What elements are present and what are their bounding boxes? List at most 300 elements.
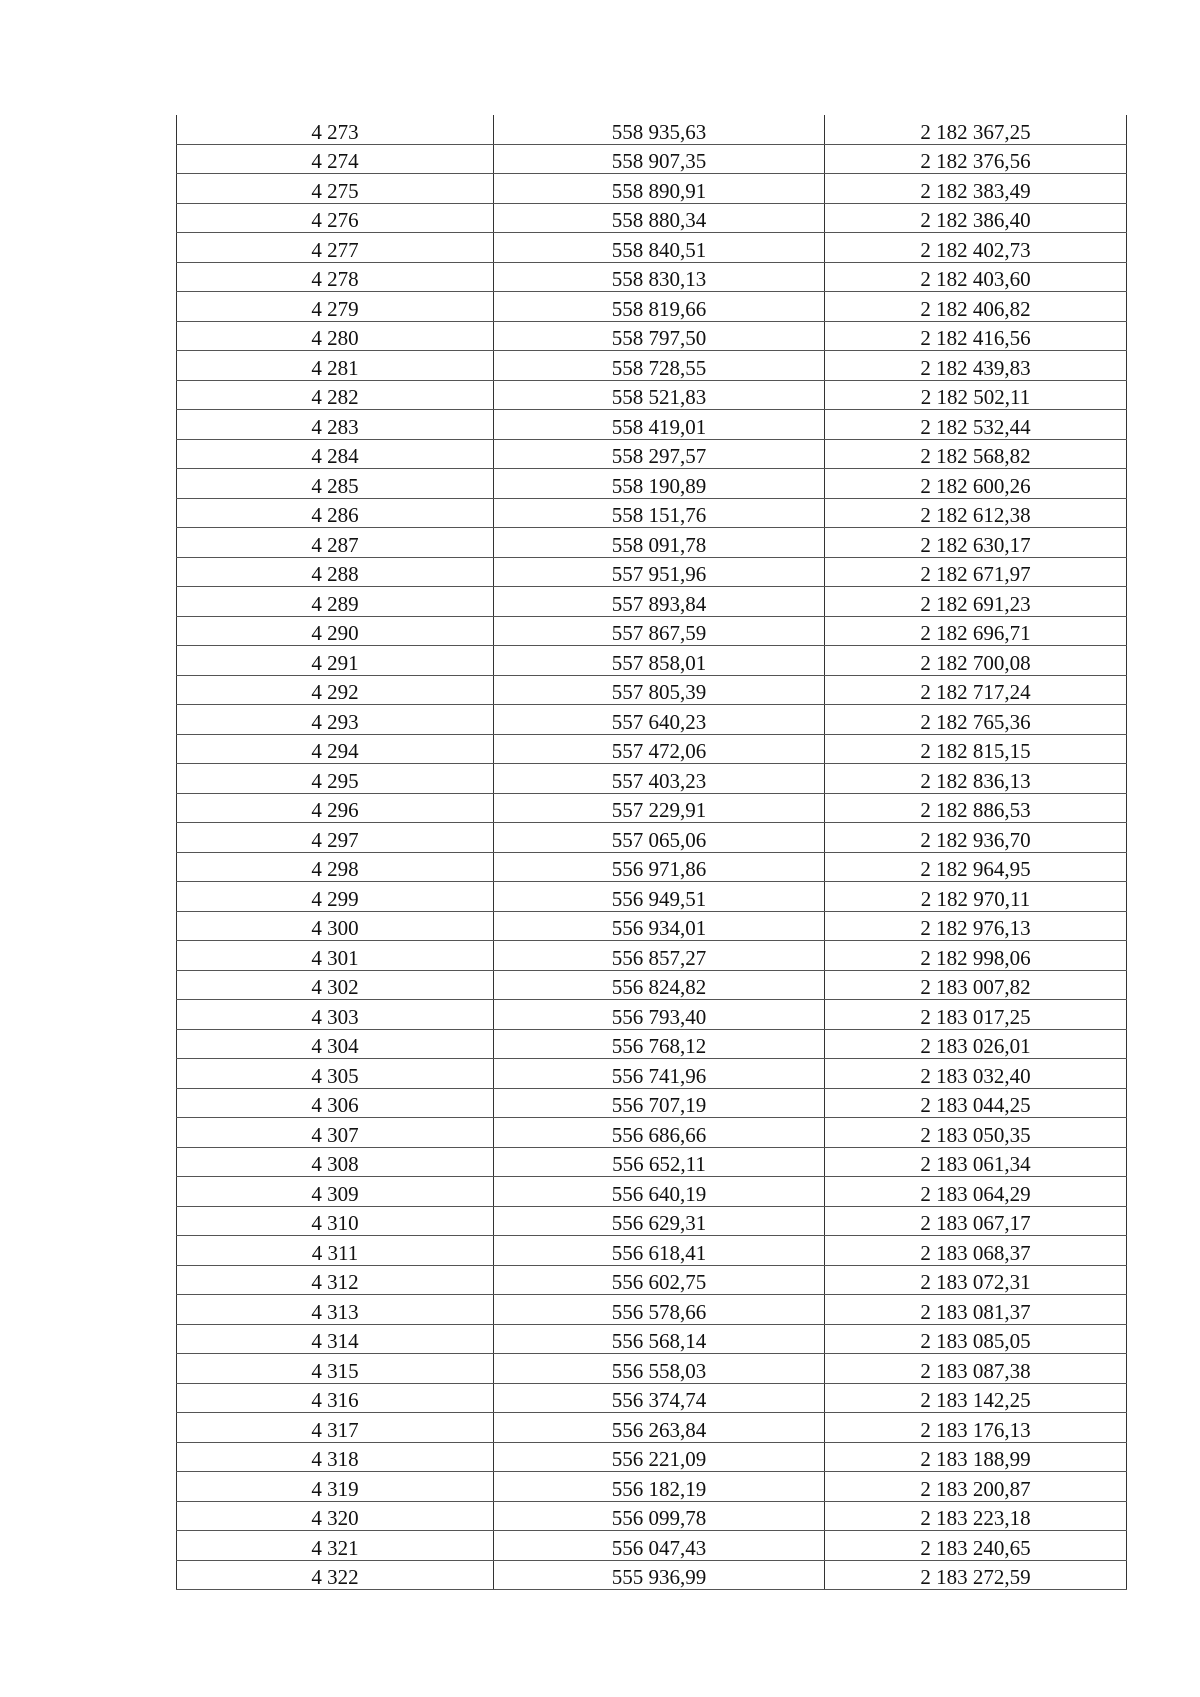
cell-text: 2 183 064,29 (920, 1181, 1031, 1206)
cell-text: 4 294 (311, 739, 359, 763)
cell-text: 4 301 (311, 945, 359, 970)
x-coordinate-cell (494, 1177, 825, 1207)
cell-text: 2 182 367,25 (920, 119, 1031, 144)
point-number-cell (177, 1531, 494, 1561)
cell-text: 557 229,91 (611, 798, 707, 822)
x-coordinate-cell (494, 1354, 825, 1384)
table-row (177, 203, 1127, 233)
cell-text: 4 305 (311, 1063, 359, 1088)
cell-text: 2 183 068,37 (920, 1240, 1031, 1265)
point-number-cell (177, 1560, 494, 1590)
y-coordinate-cell (825, 1560, 1127, 1590)
point-number-cell (177, 292, 494, 322)
x-coordinate-cell (494, 380, 825, 410)
y-coordinate-cell (825, 941, 1127, 971)
cell-text: 2 182 502,11 (920, 385, 1031, 409)
table-row (177, 793, 1127, 823)
point-number-cell (177, 1147, 494, 1177)
y-coordinate-cell (825, 380, 1127, 410)
cell-text: 2 182 671,97 (920, 562, 1031, 586)
x-coordinate-cell (494, 587, 825, 617)
table-row (177, 646, 1127, 676)
point-number-cell (177, 1118, 494, 1148)
y-coordinate-cell (825, 764, 1127, 794)
table-row (177, 1501, 1127, 1531)
cell-text: 2 182 568,82 (920, 444, 1031, 468)
point-number-cell (177, 1324, 494, 1354)
point-number-cell (177, 970, 494, 1000)
x-coordinate-cell (494, 1236, 825, 1266)
cell-text: 2 182 886,53 (920, 798, 1031, 822)
x-coordinate-cell (494, 292, 825, 322)
point-number-cell (177, 233, 494, 263)
cell-text: 558 880,34 (611, 208, 707, 232)
cell-text: 4 300 (311, 916, 359, 940)
x-coordinate-cell (494, 321, 825, 351)
cell-text: 556 182,19 (611, 1476, 707, 1501)
table-row (177, 174, 1127, 204)
table-row (177, 321, 1127, 351)
y-coordinate-cell (825, 498, 1127, 528)
cell-text: 4 318 (311, 1447, 359, 1471)
point-number-cell (177, 351, 494, 381)
cell-text: 557 893,84 (611, 591, 707, 616)
x-coordinate-cell (494, 852, 825, 882)
y-coordinate-cell (825, 1206, 1127, 1236)
cell-text: 556 568,14 (611, 1329, 707, 1353)
x-coordinate-cell (494, 439, 825, 469)
x-coordinate-cell (494, 233, 825, 263)
cell-text: 2 183 223,18 (920, 1506, 1031, 1530)
y-coordinate-cell (825, 793, 1127, 823)
cell-text: 556 099,78 (611, 1506, 707, 1530)
cell-text: 556 971,86 (611, 857, 707, 881)
y-coordinate-cell (825, 1442, 1127, 1472)
y-coordinate-cell (825, 1118, 1127, 1148)
table-row (177, 675, 1127, 705)
y-coordinate-cell (825, 675, 1127, 705)
point-number-cell (177, 1177, 494, 1207)
table-row (177, 439, 1127, 469)
table-row (177, 292, 1127, 322)
table-row (177, 115, 1127, 144)
cell-text: 4 285 (311, 473, 359, 498)
point-number-cell (177, 1206, 494, 1236)
cell-text: 4 322 (311, 1565, 359, 1589)
cell-text: 2 183 050,35 (920, 1122, 1031, 1147)
cell-text: 4 308 (311, 1152, 359, 1176)
x-coordinate-cell (494, 734, 825, 764)
y-coordinate-cell (825, 351, 1127, 381)
y-coordinate-cell (825, 557, 1127, 587)
point-number-cell (177, 439, 494, 469)
table-row (177, 1383, 1127, 1413)
x-coordinate-cell (494, 1147, 825, 1177)
point-number-cell (177, 1000, 494, 1030)
cell-text: 4 289 (311, 591, 359, 616)
y-coordinate-cell (825, 1177, 1127, 1207)
cell-text: 2 183 061,34 (920, 1152, 1031, 1176)
point-number-cell (177, 1354, 494, 1384)
y-coordinate-cell (825, 469, 1127, 499)
cell-text: 558 190,89 (611, 473, 707, 498)
x-coordinate-cell (494, 410, 825, 440)
cell-text: 556 934,01 (611, 916, 707, 940)
cell-text: 558 297,57 (611, 444, 707, 468)
point-number-cell (177, 380, 494, 410)
point-number-cell (177, 1088, 494, 1118)
cell-text: 558 840,51 (611, 237, 707, 262)
point-number-cell (177, 1413, 494, 1443)
cell-text: 2 183 085,05 (920, 1329, 1031, 1353)
cell-text: 2 182 630,17 (920, 532, 1031, 557)
cell-text: 556 578,66 (611, 1299, 707, 1324)
cell-text: 4 298 (311, 857, 359, 881)
x-coordinate-cell (494, 1118, 825, 1148)
point-number-cell (177, 823, 494, 853)
cell-text: 4 310 (311, 1211, 359, 1235)
cell-text: 4 295 (311, 768, 359, 793)
y-coordinate-cell (825, 439, 1127, 469)
table-row (177, 1147, 1127, 1177)
table-row (177, 1265, 1127, 1295)
cell-text: 4 281 (311, 355, 359, 380)
cell-text: 4 276 (311, 208, 359, 232)
cell-text: 4 317 (311, 1417, 359, 1442)
cell-text: 4 280 (311, 326, 359, 350)
point-number-cell (177, 852, 494, 882)
cell-text: 2 182 402,73 (920, 237, 1031, 262)
point-number-cell (177, 1472, 494, 1502)
cell-text: 556 602,75 (611, 1270, 707, 1294)
cell-text: 556 949,51 (611, 886, 707, 911)
cell-text: 557 403,23 (611, 768, 707, 793)
cell-text: 4 311 (311, 1240, 359, 1265)
y-coordinate-cell (825, 174, 1127, 204)
x-coordinate-cell (494, 1029, 825, 1059)
cell-text: 2 183 007,82 (920, 975, 1031, 999)
cell-text: 4 312 (311, 1270, 359, 1294)
x-coordinate-cell (494, 144, 825, 174)
x-coordinate-cell (494, 1413, 825, 1443)
cell-text: 2 182 836,13 (920, 768, 1031, 793)
y-coordinate-cell (825, 1295, 1127, 1325)
x-coordinate-cell (494, 1531, 825, 1561)
cell-text: 2 182 600,26 (920, 473, 1031, 498)
table-row (177, 351, 1127, 381)
cell-text: 558 151,76 (611, 503, 707, 527)
table-row (177, 1177, 1127, 1207)
cell-text: 557 472,06 (611, 739, 707, 763)
table-row (177, 262, 1127, 292)
y-coordinate-cell (825, 1088, 1127, 1118)
point-number-cell (177, 1236, 494, 1266)
table-row (177, 1295, 1127, 1325)
table-row (177, 469, 1127, 499)
cell-text: 4 278 (311, 267, 359, 291)
cell-text: 4 273 (311, 119, 359, 144)
cell-text: 4 316 (311, 1388, 359, 1412)
table-row (177, 1560, 1127, 1590)
cell-text: 2 183 176,13 (920, 1417, 1031, 1442)
cell-text: 2 182 815,15 (920, 739, 1031, 763)
x-coordinate-cell (494, 616, 825, 646)
cell-text: 557 867,59 (611, 621, 707, 645)
cell-text: 4 313 (311, 1299, 359, 1324)
cell-text: 2 183 188,99 (920, 1447, 1031, 1471)
x-coordinate-cell (494, 823, 825, 853)
x-coordinate-cell (494, 1560, 825, 1590)
table-row (177, 1059, 1127, 1089)
cell-text: 4 315 (311, 1358, 359, 1383)
cell-text: 2 182 936,70 (920, 827, 1031, 852)
cell-text: 2 182 532,44 (920, 414, 1031, 439)
x-coordinate-cell (494, 1501, 825, 1531)
point-number-cell (177, 793, 494, 823)
table-row (177, 1206, 1127, 1236)
cell-text: 556 793,40 (611, 1004, 707, 1029)
cell-text: 4 296 (311, 798, 359, 822)
point-number-cell (177, 675, 494, 705)
point-number-cell (177, 115, 494, 144)
x-coordinate-cell (494, 793, 825, 823)
point-number-cell (177, 1383, 494, 1413)
y-coordinate-cell (825, 970, 1127, 1000)
table-row (177, 1442, 1127, 1472)
table-row (177, 1029, 1127, 1059)
table-row (177, 380, 1127, 410)
cell-text: 4 279 (311, 296, 359, 321)
point-number-cell (177, 321, 494, 351)
cell-text: 4 307 (311, 1122, 359, 1147)
point-number-cell (177, 144, 494, 174)
x-coordinate-cell (494, 970, 825, 1000)
y-coordinate-cell (825, 823, 1127, 853)
point-number-cell (177, 941, 494, 971)
x-coordinate-cell (494, 1472, 825, 1502)
point-number-cell (177, 557, 494, 587)
point-number-cell (177, 469, 494, 499)
y-coordinate-cell (825, 203, 1127, 233)
cell-text: 556 558,03 (611, 1358, 707, 1383)
table-row (177, 410, 1127, 440)
cell-text: 2 182 998,06 (920, 945, 1031, 970)
cell-text: 557 065,06 (611, 827, 707, 852)
table-row (177, 970, 1127, 1000)
y-coordinate-cell (825, 115, 1127, 144)
y-coordinate-cell (825, 734, 1127, 764)
point-number-cell (177, 1265, 494, 1295)
table-row (177, 1088, 1127, 1118)
point-number-cell (177, 1295, 494, 1325)
cell-text: 556 374,74 (611, 1388, 707, 1412)
table-row (177, 1324, 1127, 1354)
cell-text: 2 182 976,13 (920, 916, 1031, 940)
cell-text: 2 182 765,36 (920, 709, 1031, 734)
table-row (177, 1413, 1127, 1443)
cell-text: 556 047,43 (611, 1535, 707, 1560)
point-number-cell (177, 203, 494, 233)
table-row (177, 1531, 1127, 1561)
cell-text: 557 951,96 (611, 562, 707, 586)
x-coordinate-cell (494, 115, 825, 144)
cell-text: 4 277 (311, 237, 359, 262)
cell-text: 2 182 964,95 (920, 857, 1031, 881)
cell-text: 556 768,12 (611, 1034, 707, 1058)
cell-text: 556 707,19 (611, 1093, 707, 1117)
cell-text: 2 182 717,24 (920, 680, 1031, 704)
cell-text: 2 183 032,40 (920, 1063, 1031, 1088)
x-coordinate-cell (494, 262, 825, 292)
cell-text: 558 890,91 (611, 178, 707, 203)
cell-text: 2 183 200,87 (920, 1476, 1031, 1501)
y-coordinate-cell (825, 587, 1127, 617)
cell-text: 2 182 403,60 (920, 267, 1031, 291)
cell-text: 2 182 612,38 (920, 503, 1031, 527)
y-coordinate-cell (825, 1354, 1127, 1384)
table-row (177, 941, 1127, 971)
cell-text: 556 686,66 (611, 1122, 707, 1147)
cell-text: 4 288 (311, 562, 359, 586)
y-coordinate-cell (825, 321, 1127, 351)
cell-text: 4 287 (311, 532, 359, 557)
cell-text: 2 182 406,82 (920, 296, 1031, 321)
cell-text: 2 182 696,71 (920, 621, 1031, 645)
x-coordinate-cell (494, 941, 825, 971)
table-row (177, 587, 1127, 617)
table-row (177, 1472, 1127, 1502)
cell-text: 2 182 700,08 (920, 650, 1031, 675)
cell-text: 556 857,27 (611, 945, 707, 970)
x-coordinate-cell (494, 557, 825, 587)
point-number-cell (177, 1501, 494, 1531)
cell-text: 556 741,96 (611, 1063, 707, 1088)
y-coordinate-cell (825, 233, 1127, 263)
x-coordinate-cell (494, 1442, 825, 1472)
cell-text: 557 640,23 (611, 709, 707, 734)
cell-text: 2 182 383,49 (920, 178, 1031, 203)
x-coordinate-cell (494, 1206, 825, 1236)
point-number-cell (177, 616, 494, 646)
x-coordinate-cell (494, 646, 825, 676)
y-coordinate-cell (825, 852, 1127, 882)
table-row (177, 882, 1127, 912)
point-number-cell (177, 587, 494, 617)
cell-text: 2 182 386,40 (920, 208, 1031, 232)
y-coordinate-cell (825, 1413, 1127, 1443)
y-coordinate-cell (825, 1059, 1127, 1089)
table-row (177, 528, 1127, 558)
point-number-cell (177, 646, 494, 676)
cell-text: 4 282 (311, 385, 359, 409)
x-coordinate-cell (494, 1000, 825, 1030)
cell-text: 557 805,39 (611, 680, 707, 704)
cell-text: 4 286 (311, 503, 359, 527)
table-row (177, 233, 1127, 263)
cell-text: 2 183 044,25 (920, 1093, 1031, 1117)
x-coordinate-cell (494, 174, 825, 204)
cell-text: 556 263,84 (611, 1417, 707, 1442)
cell-text: 4 306 (311, 1093, 359, 1117)
cell-text: 4 290 (311, 621, 359, 645)
point-number-cell (177, 498, 494, 528)
y-coordinate-cell (825, 1501, 1127, 1531)
y-coordinate-cell (825, 1324, 1127, 1354)
cell-text: 558 728,55 (611, 355, 707, 380)
cell-text: 556 221,09 (611, 1447, 707, 1471)
cell-text: 4 293 (311, 709, 359, 734)
table-row (177, 1000, 1127, 1030)
cell-text: 4 303 (311, 1004, 359, 1029)
y-coordinate-cell (825, 1236, 1127, 1266)
y-coordinate-cell (825, 705, 1127, 735)
cell-text: 4 321 (311, 1535, 359, 1560)
y-coordinate-cell (825, 262, 1127, 292)
y-coordinate-cell (825, 1531, 1127, 1561)
y-coordinate-cell (825, 911, 1127, 941)
cell-text: 2 182 691,23 (920, 591, 1031, 616)
table-row (177, 144, 1127, 174)
y-coordinate-cell (825, 616, 1127, 646)
x-coordinate-cell (494, 469, 825, 499)
cell-text: 558 091,78 (611, 532, 707, 557)
table-row (177, 734, 1127, 764)
y-coordinate-cell (825, 1472, 1127, 1502)
cell-text: 2 183 142,25 (920, 1388, 1031, 1412)
x-coordinate-cell (494, 528, 825, 558)
y-coordinate-cell (825, 410, 1127, 440)
coordinates-table (176, 115, 1127, 1590)
cell-text: 2 183 067,17 (920, 1211, 1031, 1235)
cell-text: 4 309 (311, 1181, 359, 1206)
cell-text: 4 274 (311, 149, 359, 173)
cell-text: 4 320 (311, 1506, 359, 1530)
cell-text: 4 297 (311, 827, 359, 852)
y-coordinate-cell (825, 1029, 1127, 1059)
y-coordinate-cell (825, 528, 1127, 558)
point-number-cell (177, 764, 494, 794)
cell-text: 558 797,50 (611, 326, 707, 350)
x-coordinate-cell (494, 1265, 825, 1295)
cell-text: 4 275 (311, 178, 359, 203)
point-number-cell (177, 410, 494, 440)
x-coordinate-cell (494, 675, 825, 705)
cell-text: 556 640,19 (611, 1181, 707, 1206)
y-coordinate-cell (825, 882, 1127, 912)
cell-text: 2 183 026,01 (920, 1034, 1031, 1058)
x-coordinate-cell (494, 498, 825, 528)
cell-text: 2 182 970,11 (920, 886, 1031, 911)
cell-text: 4 304 (311, 1034, 359, 1058)
cell-text: 556 618,41 (611, 1240, 707, 1265)
point-number-cell (177, 174, 494, 204)
cell-text: 2 182 439,83 (920, 355, 1031, 380)
x-coordinate-cell (494, 1088, 825, 1118)
table-row (177, 1236, 1127, 1266)
x-coordinate-cell (494, 351, 825, 381)
cell-text: 4 299 (311, 886, 359, 911)
x-coordinate-cell (494, 705, 825, 735)
x-coordinate-cell (494, 1059, 825, 1089)
y-coordinate-cell (825, 1383, 1127, 1413)
cell-text: 4 292 (311, 680, 359, 704)
y-coordinate-cell (825, 1000, 1127, 1030)
table-row (177, 557, 1127, 587)
x-coordinate-cell (494, 1295, 825, 1325)
cell-text: 558 521,83 (611, 385, 707, 409)
point-number-cell (177, 734, 494, 764)
cell-text: 2 183 087,38 (920, 1358, 1031, 1383)
